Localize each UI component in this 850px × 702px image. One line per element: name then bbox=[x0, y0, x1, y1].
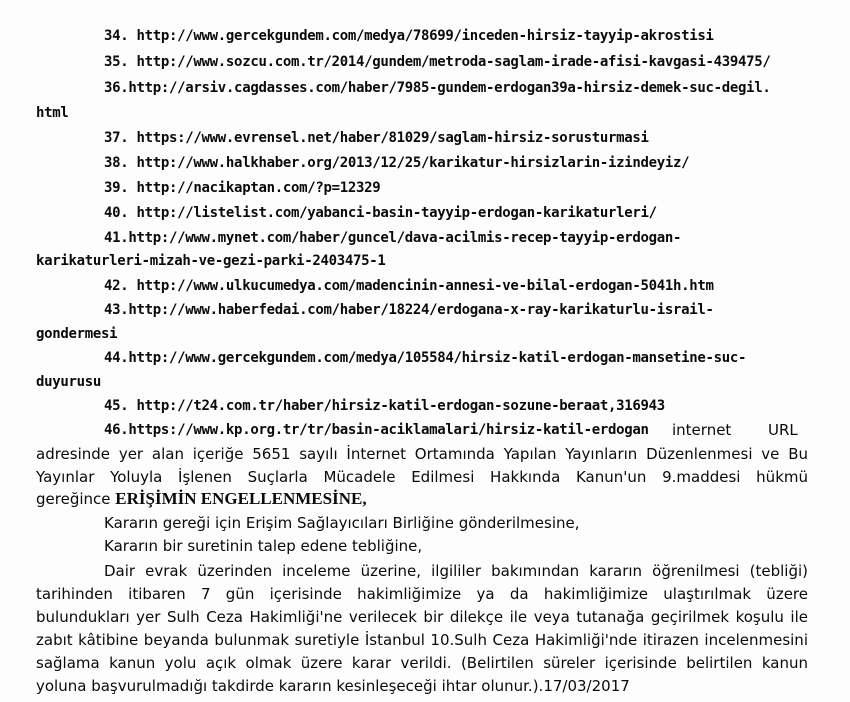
url-item-43-continued: gondermesi bbox=[36, 326, 118, 342]
url-item-35: 35. http://www.sozcu.com.tr/2014/gundem/metroda-saglam-irade-afisi-kavgasi-439475/ bbox=[104, 54, 771, 70]
paragraph-line bbox=[36, 489, 367, 509]
paragraph-line: tarihinden itibaren 7 gün içerisinde hakimliğimize ya da hakimliğimize ulaştırılmak üzere bbox=[36, 585, 808, 603]
paragraph-line: Dair evrak üzerinden inceleme üzerine, ilgililer bakımından kararın öğrenilmesi (tebliği) bbox=[104, 562, 808, 580]
url-item-41: 41.http://www.mynet.com/haber/guncel/dava-acilmis-recep-tayyip-erdogan- bbox=[104, 230, 682, 246]
paragraph-line: zabıt kâtibine beyanda bulunmak suretiyle İstanbul 10.Sulh Ceza Hakimliği'nde itirazen incelenmesini bbox=[36, 631, 808, 649]
url-item-37: 37. https://www.evrensel.net/haber/81029/saglam-hirsiz-sorusturmasi bbox=[104, 130, 649, 146]
ruling-block-access: ERİŞİMİN ENGELLENMESİNE, bbox=[115, 489, 367, 508]
ruling-prefix: gereğince bbox=[36, 490, 111, 508]
url-suffix-url: URL bbox=[768, 421, 798, 439]
paragraph-line: bulundukları yer Sulh Ceza Hakimliği'ne verilecek bir dilekçe ile veya tutanağa geçirilmek koşulu ile bbox=[36, 608, 808, 626]
instruction-line-teblig: Kararın bir suretinin talep edene tebliğine, bbox=[104, 537, 423, 555]
url-item-45: 45. http://t24.com.tr/haber/hirsiz-katil-erdogan-sozune-beraat,316943 bbox=[104, 398, 665, 414]
paragraph-line: Yayınlar Yoluyla İşlenen Suçlarla Mücadele Edilmesi Hakkında Kanun'un 9.maddesi hükmü bbox=[36, 468, 808, 486]
url-suffix-internet: internet bbox=[672, 421, 732, 439]
url-item-41-continued: karikaturleri-mizah-ve-gezi-parki-2403475-1 bbox=[36, 253, 386, 269]
paragraph-line-date: yoluna başvurulmadığı takdirde kararın kesinleşeceği ihtar olunur.).17/03/2017 bbox=[36, 677, 630, 695]
url-item-34: 34. http://www.gercekgundem.com/medya/78699/inceden-hirsiz-tayyip-akrostisi bbox=[104, 28, 714, 44]
instruction-line-birlik: Kararın gereği için Erişim Sağlayıcıları Birliğine gönderilmesine, bbox=[104, 514, 580, 532]
url-item-42: 42. http://www.ulkucumedya.com/madencinin-annesi-ve-bilal-erdogan-5041h.htm bbox=[104, 278, 714, 294]
url-item-39: 39. http://nacikaptan.com/?p=12329 bbox=[104, 180, 381, 196]
url-item-46: 46.https://www.kp.org.tr/tr/basin-aciklamalari/hirsiz-katil-erdogan bbox=[104, 422, 649, 438]
url-item-38: 38. http://www.halkhaber.org/2013/12/25/karikatur-hirsizlarin-izindeyiz/ bbox=[104, 155, 690, 171]
url-item-44-continued: duyurusu bbox=[36, 374, 102, 390]
url-item-36: 36.http://arsiv.cagdasses.com/haber/7985-gundem-erdogan39a-hirsiz-demek-suc-degil. bbox=[104, 80, 771, 96]
url-item-40: 40. http://listelist.com/yabanci-basin-tayyip-erdogan-karikaturleri/ bbox=[104, 205, 657, 221]
paragraph-line: adresinde yer alan içeriğe 5651 sayılı İnternet Ortamında Yapılan Yayınların Düzenlenmesi ve Bu bbox=[36, 445, 808, 463]
url-item-36-continued: html bbox=[36, 105, 69, 121]
url-item-43: 43.http://www.haberfedai.com/haber/18224/erdogana-x-ray-karikaturlu-israil- bbox=[104, 302, 714, 318]
paragraph-line: sağlama kanun yolu açık olmak üzere karar verildi. (Belirtilen süreler içerisinde belirtilen kanun bbox=[36, 654, 808, 672]
url-item-44: 44.http://www.gercekgundem.com/medya/105584/hirsiz-katil-erdogan-mansetine-suc- bbox=[104, 350, 747, 366]
